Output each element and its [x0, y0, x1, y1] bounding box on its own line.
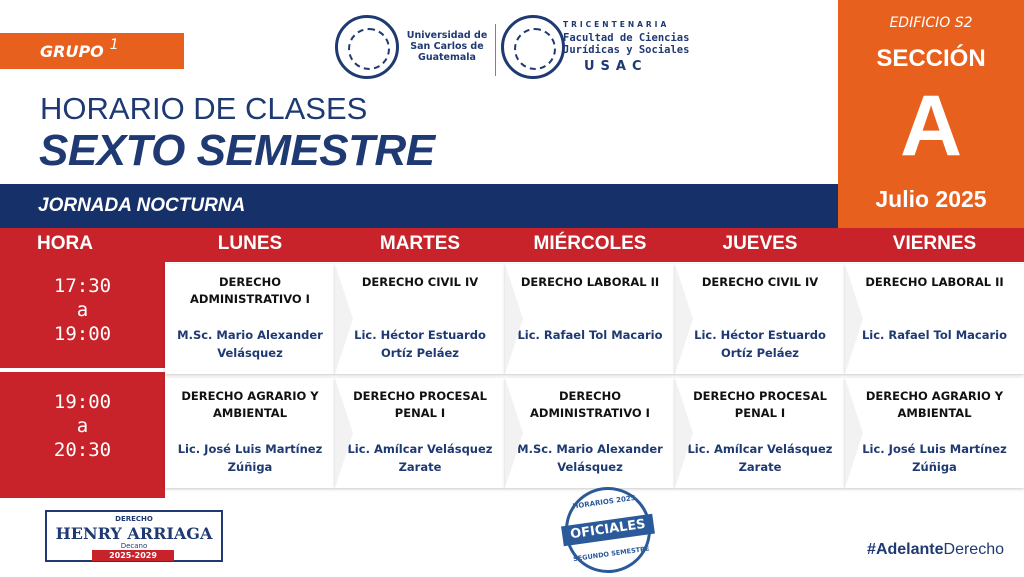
hour-sep: a: [76, 415, 89, 437]
professor-name: Lic. Amílcar Velásquez Zarate: [347, 442, 493, 474]
arrow-separator: [675, 378, 693, 488]
logo-divider: [495, 24, 496, 76]
jornada-label: JORNADA NOCTURNA: [38, 195, 246, 216]
hour-end: 20:30: [53, 439, 112, 461]
header-day: LUNES: [217, 233, 283, 254]
section-letter: A: [899, 78, 963, 174]
henry-arriaga-logo: [45, 510, 223, 562]
class-cell: [845, 264, 1024, 374]
professor-name: M.Sc. Mario Alexander Velásquez: [517, 442, 663, 474]
professor-name: Lic. José Luis Martínez Zúñiga: [862, 442, 1007, 474]
hashtag: [867, 541, 1004, 559]
jornada-banner: [0, 184, 838, 228]
hashtag-bold: #Adelante: [867, 541, 944, 558]
header-day: JUEVES: [722, 233, 798, 254]
university-name: Universidad de San Carlos de Guatemala: [406, 30, 488, 63]
section-panel: [838, 0, 1024, 228]
professor-name: Lic. Rafael Tol Macario: [517, 328, 663, 342]
course-name: DERECHO LABORAL II: [520, 275, 660, 289]
stamp-main: OFICIALES: [561, 514, 655, 547]
header-logos: [335, 12, 695, 82]
hour-slot: [0, 274, 165, 392]
course-name: DERECHO PROCESAL PENAL I: [353, 389, 487, 420]
course-name: DERECHO AGRARIO Y AMBIENTAL: [181, 389, 319, 420]
course-name: DERECHO ADMINISTRATIVO I: [190, 275, 310, 306]
header-day: MARTES: [379, 233, 461, 254]
arrow-separator: [845, 264, 863, 374]
henry-top: DERECHO: [115, 515, 153, 523]
header-day: MIÉRCOLES: [533, 233, 647, 254]
hour-sep: a: [76, 299, 89, 321]
grupo-banner: [0, 33, 184, 69]
professor-name: Lic. Héctor Estuardo Ortíz Peláez: [354, 328, 486, 360]
class-cell: [675, 378, 845, 488]
hour-end: 19:00: [53, 323, 112, 345]
course-name: DERECHO LABORAL II: [865, 275, 1004, 289]
hashtag-rest: Derecho: [943, 541, 1004, 558]
arrow-separator: [675, 264, 693, 374]
hour-start: 19:00: [53, 391, 112, 413]
faculty-seal-icon: [501, 15, 565, 79]
section-date: Julio 2025: [875, 186, 987, 212]
class-cell: [845, 378, 1024, 488]
schedule-title: HORARIO DE CLASES: [40, 91, 368, 126]
hour-start: 17:30: [53, 275, 112, 297]
arrow-separator: [335, 378, 353, 488]
usac-seal-icon: [335, 15, 399, 79]
faculty-tag: TRICENTENARIA: [563, 20, 670, 29]
henry-name: HENRY ARRIAGA: [55, 524, 213, 543]
schedule-header-row: [0, 228, 1024, 262]
header-day: VIERNES: [892, 233, 977, 254]
arrow-separator: [845, 378, 863, 488]
arrow-separator: [335, 264, 353, 374]
course-name: DERECHO CIVIL IV: [701, 275, 819, 289]
professor-name: Lic. Rafael Tol Macario: [861, 328, 1008, 342]
henry-role: Decano: [120, 542, 148, 550]
stamp-top: HORARIOS 2025: [572, 493, 637, 511]
professor-name: Lic. Amílcar Velásquez Zarate: [687, 442, 833, 474]
class-cell: [335, 264, 505, 374]
semester-title: SEXTO SEMESTRE: [39, 126, 435, 175]
class-cell: [335, 378, 505, 488]
course-name: DERECHO ADMINISTRATIVO I: [530, 389, 650, 420]
faculty-name: Facultad de Ciencias Jurídicas y Sociales: [563, 32, 690, 56]
course-name: DERECHO AGRARIO Y AMBIENTAL: [865, 389, 1004, 420]
section-label: SECCIÓN: [876, 45, 986, 72]
header-hora: HORA: [37, 233, 93, 254]
class-cell: [675, 264, 845, 374]
professor-name: M.Sc. Mario Alexander Velásquez: [177, 328, 323, 360]
stamp-bottom: SEGUNDO SEMESTRE: [572, 544, 650, 564]
hour-slot: [0, 390, 165, 508]
professor-name: Lic. José Luis Martínez Zúñiga: [177, 442, 323, 474]
oficiales-stamp-icon: [559, 481, 656, 577]
building-label: EDIFICIO S2: [889, 15, 973, 31]
professor-name: Lic. Héctor Estuardo Ortíz Peláez: [694, 328, 826, 360]
class-cell: [165, 264, 335, 374]
class-cell: [505, 378, 675, 488]
hour-divider: [0, 368, 165, 372]
class-cell: [165, 378, 335, 488]
henry-years: 2025-2029: [92, 550, 174, 561]
arrow-separator: [505, 378, 523, 488]
course-name: DERECHO PROCESAL PENAL I: [693, 389, 827, 420]
grupo-number: 1: [109, 37, 119, 53]
usac-label: USAC: [584, 59, 648, 74]
grupo-label: GRUPO: [40, 41, 104, 61]
class-cell: [505, 264, 675, 374]
arrow-separator: [505, 264, 523, 374]
course-name: DERECHO CIVIL IV: [361, 275, 479, 289]
